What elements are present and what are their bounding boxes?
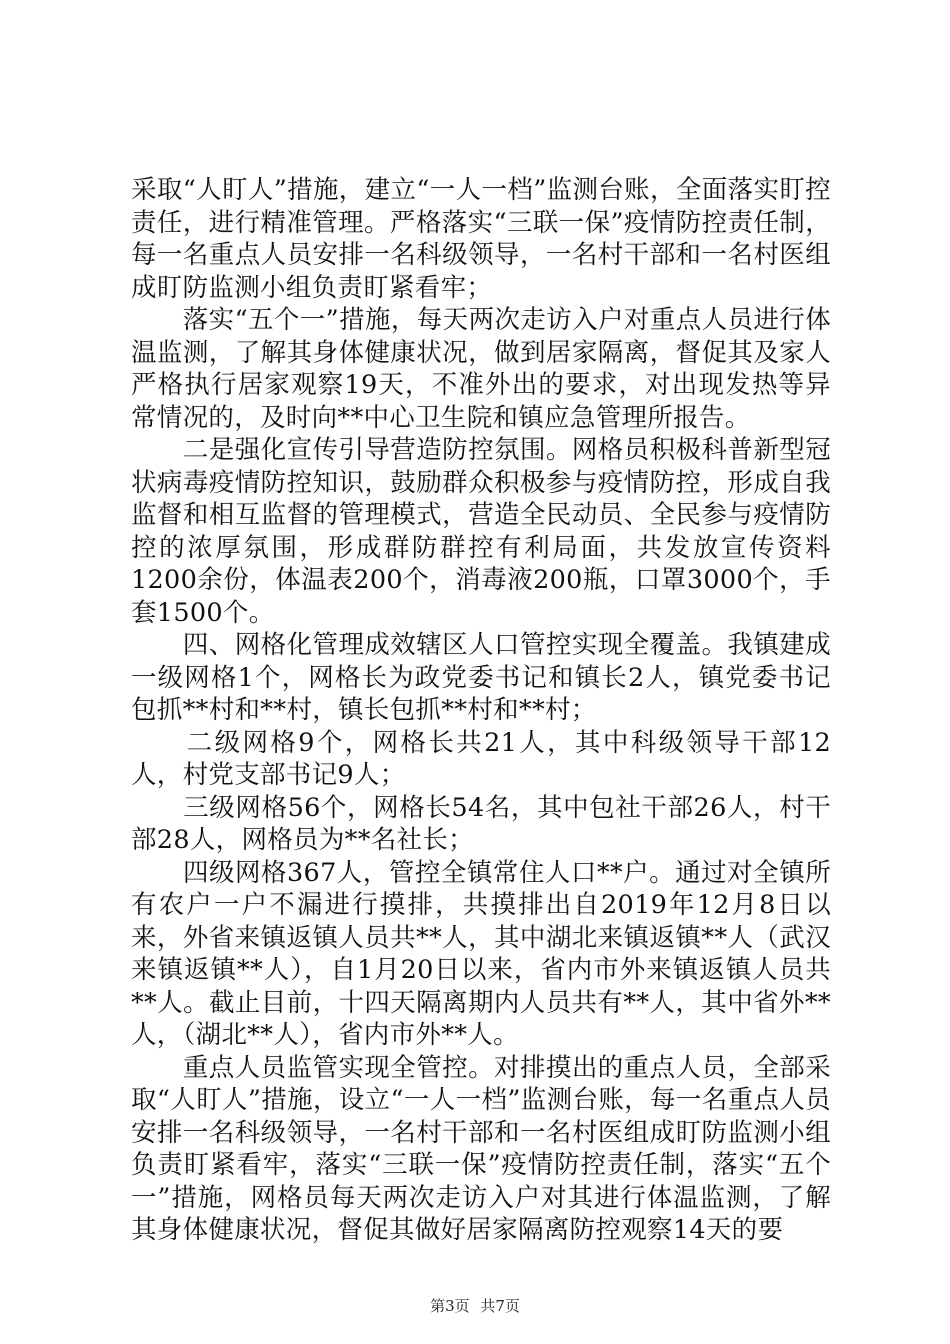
paragraph: 二是强化宣传引导营造防控氛围。网格员积极科普新型冠状病毒疫情防控知识，鼓励群众积极参与疫情防控，形成自我监督和相互监督的管理模式，营造全民动员、全民参与疫情防控的浓厚氛围，形成群防群控有利局面，共发放宣传资料1200余份，体温表200个，消毒液200瓶，口罩3000个，手套1500个。 <box>131 435 831 628</box>
page-footer <box>0 1295 950 1316</box>
paragraph: 重点人员监管实现全管控。对排摸出的重点人员，全部采取“人盯人”措施，设立“一人一档”监测台账，每一名重点人员安排一名科级领导，一名村干部和一名村医组成盯防监测小组负责盯紧看牢，落实“三联一保”疫情防控责任制，落实“五个一”措施，网格员每天两次走访入户对其进行体温监测，了解其身体健康状况，督促其做好居家隔离防控观察14天的要 <box>131 1052 831 1245</box>
document-body <box>131 174 831 1247</box>
paragraph: 采取“人盯人”措施，建立“一人一档”监测台账，全面落实盯控责任，进行精准管理。严格落实“三联一保”疫情防控责任制，每一名重点人员安排一名科级领导，一名村干部和一名村医组成盯防监测小组负责盯紧看牢； <box>131 175 831 303</box>
paragraph: 四级网格367人，管控全镇常住人口**户。通过对全镇所有农户一户不漏进行摸排，共摸排出自2019年12月8日以来，外省来镇返镇人员共**人，其中湖北来镇返镇**人（武汉来镇返镇**人），自1月20日以来，省内市外来镇返镇人员共**人。截止目前，十四天隔离期内人员共有**人，其中省外**人，（湖北**人），省内市外**人。 <box>131 857 831 1050</box>
paragraph: 四、网格化管理成效辖区人口管控实现全覆盖。我镇建成一级网格1个，网格长为政党委书记和镇长2人，镇党委书记包抓**村和**村，镇长包抓**村和**村； <box>131 630 831 725</box>
paragraph: 落实“五个一”措施，每天两次走访入户对重点人员进行体温监测，了解其身体健康状况，做到居家隔离，督促其及家人严格执行居家观察19天，不准外出的要求，对出现发热等异常情况的，及时向**中心卫生院和镇应急管理所报告。 <box>131 305 831 433</box>
paragraph: 二级网格9个，网格长共21人，其中科级领导干部12人，村党支部书记9人； <box>131 727 831 790</box>
paragraph: 三级网格56个，网格长54名，其中包社干部26人，村干部28人，网格员为**名社长； <box>131 792 831 855</box>
page-number: 第3页 <box>430 1297 470 1315</box>
page-total: 共7页 <box>480 1297 520 1315</box>
